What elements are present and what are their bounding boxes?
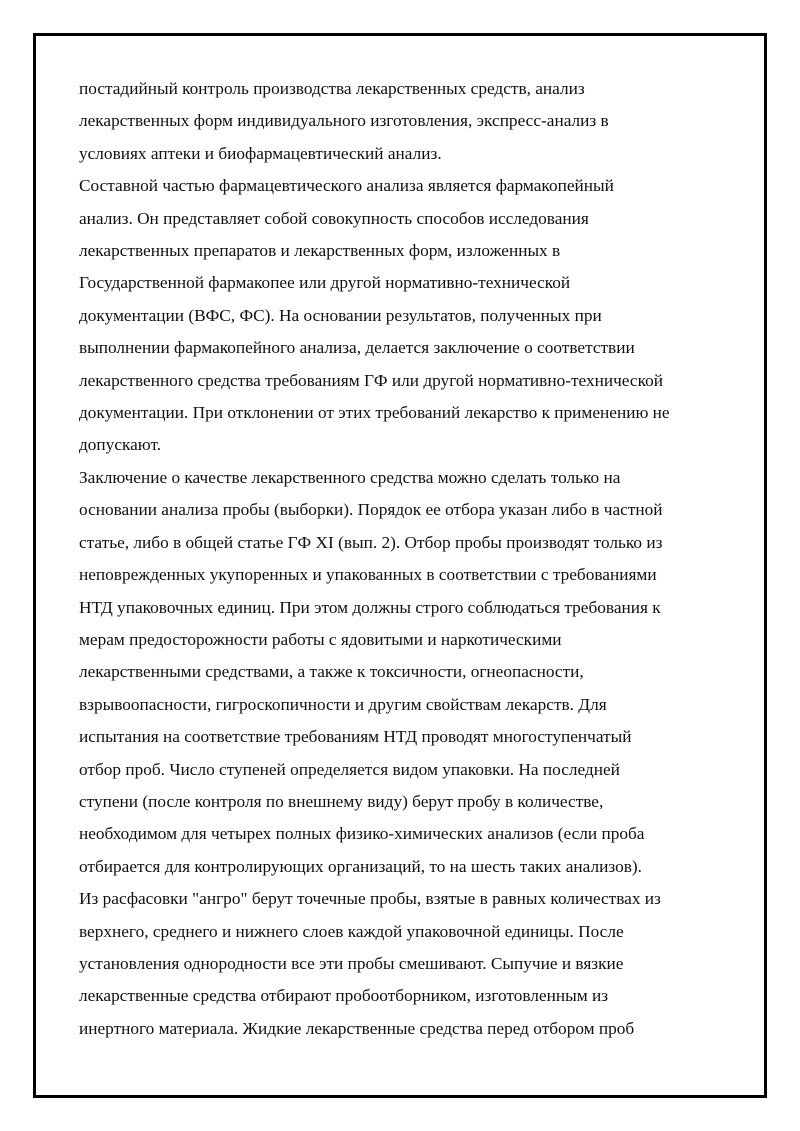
text-line-3: условиях аптеки и биофармацевтический анализ.	[79, 143, 442, 163]
text-line-11: документации. При отклонении от этих требований лекарство к применению не	[79, 403, 670, 423]
text-line-6: лекарственных препаратов и лекарственных форм, изложенных в	[79, 241, 561, 261]
text-line-22: отбор проб. Число ступеней определяется видом упаковки. На последней	[79, 759, 620, 779]
text-line-2: лекарственных форм индивидуального изготовления, экспресс-анализ в	[79, 111, 609, 131]
text-line-27: верхнего, среднего и нижнего слоев каждой упаковочной единицы. После	[79, 921, 624, 941]
text-line-1: постадийный контроль производства лекарственных средств, анализ	[79, 79, 585, 98]
text-line-15: статье, либо в общей статье ГФ XI (вып. 2). Отбор пробы производят только из	[79, 532, 663, 552]
text-line-24: необходимом для четырех полных физико-химических анализов (если проба	[79, 824, 645, 844]
text-line-4: Составной частью фармацевтического анализа является фармакопейный	[79, 176, 614, 196]
text-line-14: основании анализа пробы (выборки). Порядок ее отбора указан либо в частной	[79, 500, 663, 520]
document-body	[79, 73, 739, 1045]
text-line-28: установления однородности все эти пробы смешивают. Сыпучие и вязкие	[79, 953, 624, 973]
text-line-29: лекарственные средства отбирают пробоотборником, изготовленным из	[79, 986, 609, 1006]
text-line-10: лекарственного средства требованиям ГФ или другой нормативно-технической	[79, 370, 663, 390]
text-line-16: неповрежденных укупоренных и упакованных в соответствии с требованиями	[79, 565, 657, 585]
text-line-7: Государственной фармакопее или другой нормативно-технической	[79, 273, 571, 293]
text-line-12: допускают.	[79, 435, 162, 455]
text-line-21: испытания на соответствие требованиям НТД проводят многоступенчатый	[79, 727, 632, 747]
text-line-17: НТД упаковочных единиц. При этом должны строго соблюдаться требования к	[79, 597, 661, 617]
text-line-9: выполнении фармакопейного анализа, делается заключение о соответствии	[79, 338, 635, 358]
text-line-30: инертного материала. Жидкие лекарственные средства перед отбором проб	[79, 1018, 635, 1038]
text-line-5: анализ. Он представляет собой совокупность способов исследования	[79, 208, 589, 228]
text-line-26: Из расфасовки "ангро" берут точечные пробы, взятые в равных количествах из	[79, 889, 661, 909]
text-line-25: отбирается для контролирующих организаций, то на шесть таких анализов).	[79, 856, 642, 876]
text-line-23: ступени (после контроля по внешнему виду) берут пробу в количестве,	[79, 791, 604, 811]
text-line-19: лекарственными средствами, а также к токсичности, огнеопасности,	[79, 662, 584, 682]
text-line-20: взрывоопасности, гигроскопичности и другим свойствам лекарств. Для	[79, 694, 607, 714]
text-line-13: Заключение о качестве лекарственного средства можно сделать только на	[79, 467, 621, 487]
text-line-18: мерам предосторожности работы с ядовитыми и наркотическими	[79, 629, 562, 649]
text-line-8: документации (ВФС, ФС). На основании результатов, полученных при	[79, 305, 602, 325]
page-frame	[33, 33, 767, 1098]
